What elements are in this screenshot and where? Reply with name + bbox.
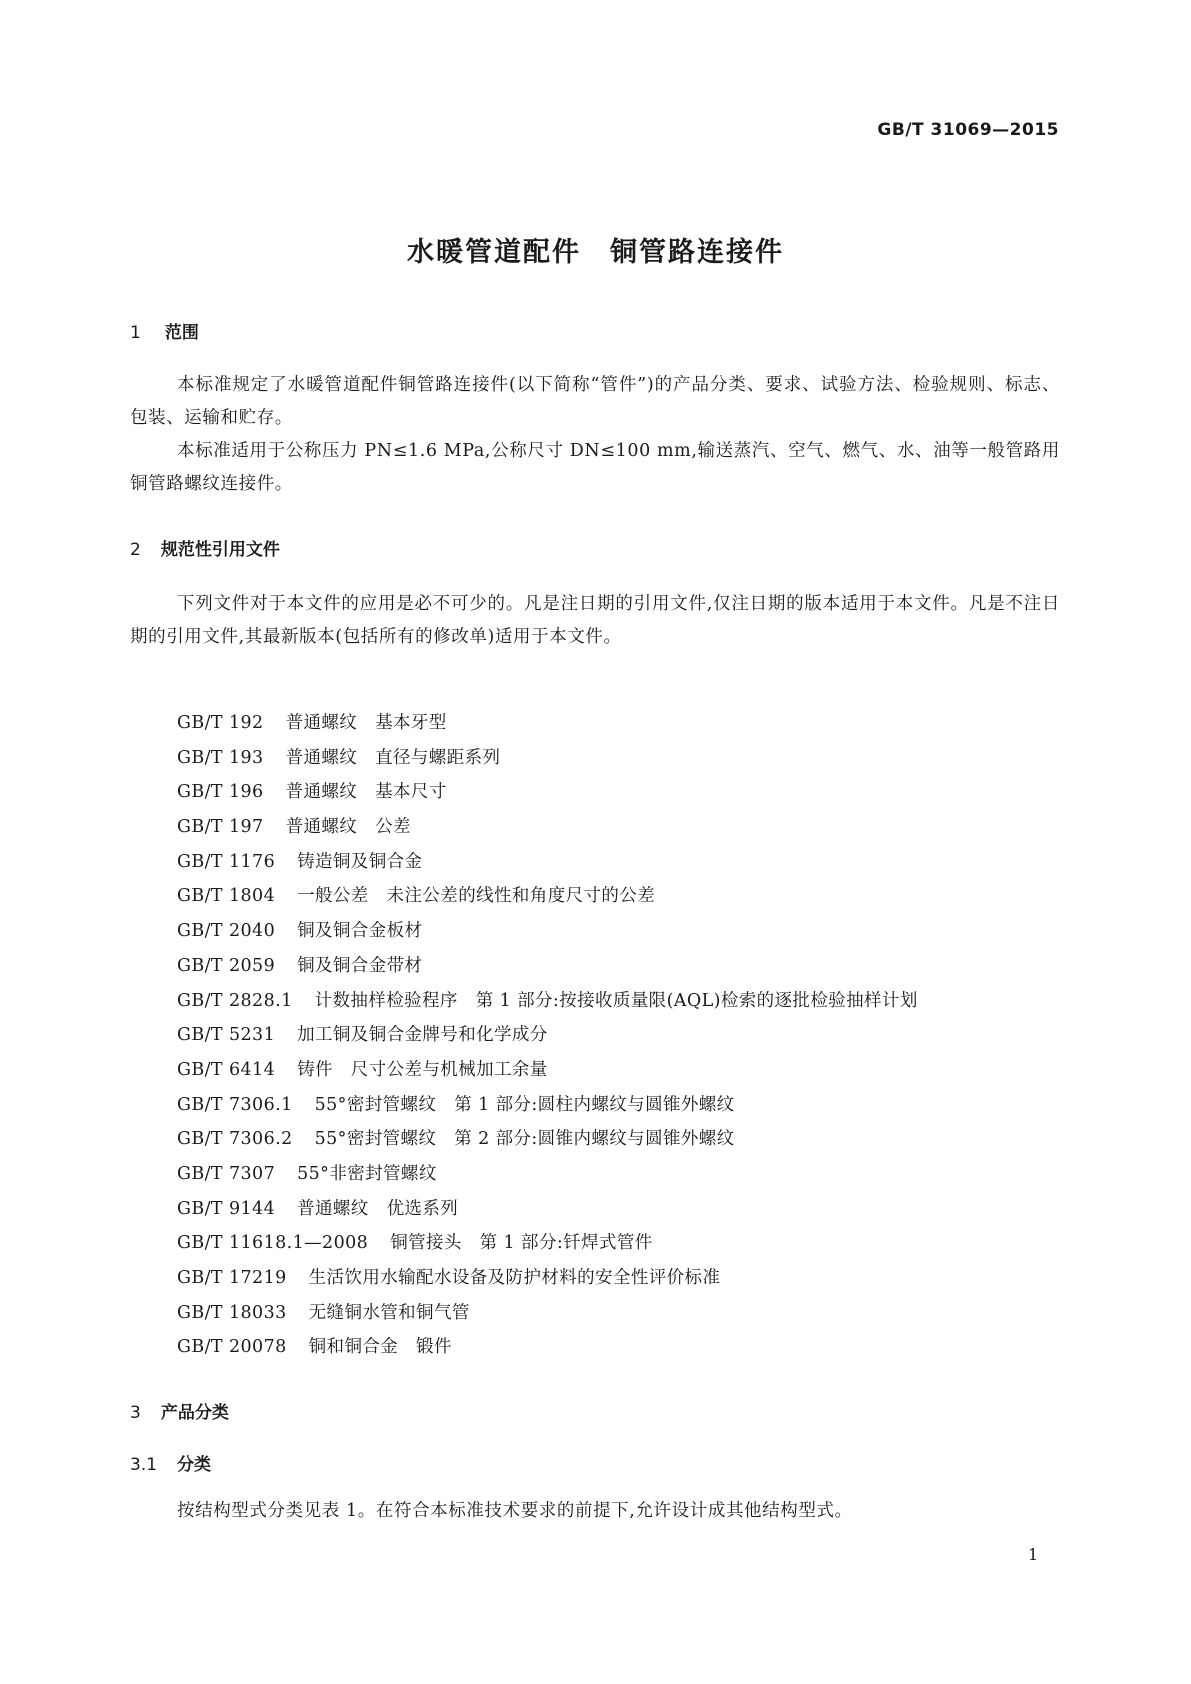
section-number: 1 bbox=[130, 323, 141, 343]
reference-item bbox=[177, 1122, 918, 1157]
reference-item bbox=[177, 949, 918, 984]
reference-title: 55°密封管螺纹 第 2 部分:圆锥内螺纹与圆锥外螺纹 bbox=[314, 1129, 735, 1150]
reference-item bbox=[177, 984, 918, 1019]
reference-item bbox=[177, 1018, 918, 1053]
reference-item bbox=[177, 914, 918, 949]
document-title: 水暖管道配件 铜管路连接件 bbox=[407, 237, 784, 268]
reference-code: GB/T 18033 bbox=[177, 1302, 287, 1323]
reference-item bbox=[177, 845, 918, 880]
reference-title: 铜管接头 第 1 部分:钎焊式管件 bbox=[390, 1233, 653, 1254]
reference-item bbox=[177, 1330, 918, 1365]
reference-item bbox=[177, 1226, 918, 1261]
reference-title: 普通螺纹 基本牙型 bbox=[285, 713, 447, 733]
reference-item bbox=[177, 706, 918, 741]
reference-code: GB/T 7307 bbox=[177, 1163, 276, 1184]
reference-title: 铜及铜合金带材 bbox=[297, 955, 423, 976]
reference-code: GB/T 7306.2 bbox=[177, 1129, 293, 1150]
reference-item bbox=[177, 775, 918, 810]
classification-paragraph: 按结构型式分类见表 1。在符合本标准技术要求的前提下,允许设计成其他结构型式。 bbox=[177, 1501, 853, 1521]
reference-title: 铸造铜及铜合金 bbox=[297, 851, 423, 872]
page-number: 1 bbox=[1028, 1545, 1039, 1564]
reference-item bbox=[177, 1053, 918, 1088]
reference-title: 计数抽样检验程序 第 1 部分:按接收质量限(AQL)检索的逐批检验抽样计划 bbox=[314, 990, 918, 1011]
reference-title: 铸件 尺寸公差与机械加工余量 bbox=[297, 1059, 548, 1080]
reference-code: GB/T 1804 bbox=[177, 886, 276, 907]
section-title: 产品分类 bbox=[160, 1403, 229, 1423]
reference-title: 普通螺纹 优选系列 bbox=[297, 1198, 459, 1219]
section-title: 范围 bbox=[164, 323, 199, 343]
reference-item bbox=[177, 741, 918, 776]
reference-code: GB/T 196 bbox=[177, 782, 264, 803]
reference-code: GB/T 7306.1 bbox=[177, 1094, 293, 1115]
reference-item bbox=[177, 1088, 918, 1123]
subsection-number: 3.1 bbox=[130, 1455, 158, 1475]
reference-code: GB/T 17219 bbox=[177, 1268, 287, 1288]
reference-title: 无缝铜水管和铜气管 bbox=[308, 1302, 470, 1323]
subsection-title: 分类 bbox=[177, 1455, 212, 1475]
reference-code: GB/T 192 bbox=[177, 713, 264, 733]
reference-title: 普通螺纹 直径与螺距系列 bbox=[285, 747, 501, 768]
reference-code: GB/T 5231 bbox=[177, 1025, 276, 1046]
reference-code: GB/T 197 bbox=[177, 817, 264, 838]
section-number: 3 bbox=[130, 1403, 141, 1423]
normative-references-list bbox=[177, 706, 918, 1365]
reference-title: 生活饮用水输配水设备及防护材料的安全性评价标准 bbox=[308, 1268, 721, 1288]
reference-title: 普通螺纹 基本尺寸 bbox=[285, 782, 447, 803]
reference-title: 加工铜及铜合金牌号和化学成分 bbox=[297, 1025, 548, 1046]
reference-code: GB/T 2059 bbox=[177, 955, 276, 976]
reference-code: GB/T 2040 bbox=[177, 921, 276, 942]
reference-title: 铜及铜合金板材 bbox=[297, 921, 423, 942]
section-2-heading bbox=[130, 535, 280, 560]
standard-code: GB/T 31069—2015 bbox=[877, 120, 1059, 140]
references-intro: 下列文件对于本文件的应用是必不可少的。凡是注日期的引用文件,仅注日期的版本适用于本文件。凡是不注日期的引用文件,其最新版本(包括所有的修改单)适用于本文件。 bbox=[130, 594, 1060, 647]
reference-item bbox=[177, 1192, 918, 1227]
reference-code: GB/T 9144 bbox=[177, 1198, 276, 1219]
scope-paragraph-1: 本标准规定了水暖管道配件铜管路连接件(以下简称“管件”)的产品分类、要求、试验方法、检验规则、标志、包装、运输和贮存。 bbox=[130, 375, 1060, 428]
subsection-3-1-heading bbox=[130, 1450, 211, 1475]
reference-code: GB/T 6414 bbox=[177, 1059, 276, 1080]
reference-item bbox=[177, 1296, 918, 1331]
reference-item bbox=[177, 810, 918, 845]
section-3-heading bbox=[130, 1398, 229, 1423]
reference-item bbox=[177, 1157, 918, 1192]
reference-title: 55°密封管螺纹 第 1 部分:圆柱内螺纹与圆锥外螺纹 bbox=[314, 1094, 735, 1115]
reference-title: 55°非密封管螺纹 bbox=[297, 1163, 437, 1184]
section-1-heading bbox=[130, 318, 199, 343]
reference-code: GB/T 11618.1—2008 bbox=[177, 1233, 369, 1254]
scope-paragraph-2: 本标准适用于公称压力 PN≤1.6 MPa,公称尺寸 DN≤100 mm,输送蒸汽、空气、燃气、水、油等一般管路用铜管路螺纹连接件。 bbox=[130, 441, 1060, 494]
reference-code: GB/T 20078 bbox=[177, 1337, 287, 1358]
reference-item bbox=[177, 1261, 918, 1296]
reference-title: 普通螺纹 公差 bbox=[285, 817, 411, 838]
section-title: 规范性引用文件 bbox=[160, 540, 280, 560]
reference-title: 铜和铜合金 锻件 bbox=[308, 1337, 452, 1358]
reference-code: GB/T 1176 bbox=[177, 851, 276, 872]
reference-item bbox=[177, 879, 918, 914]
reference-code: GB/T 2828.1 bbox=[177, 990, 293, 1011]
reference-code: GB/T 193 bbox=[177, 747, 264, 768]
reference-title: 一般公差 未注公差的线性和角度尺寸的公差 bbox=[297, 886, 656, 907]
section-number: 2 bbox=[130, 540, 141, 560]
